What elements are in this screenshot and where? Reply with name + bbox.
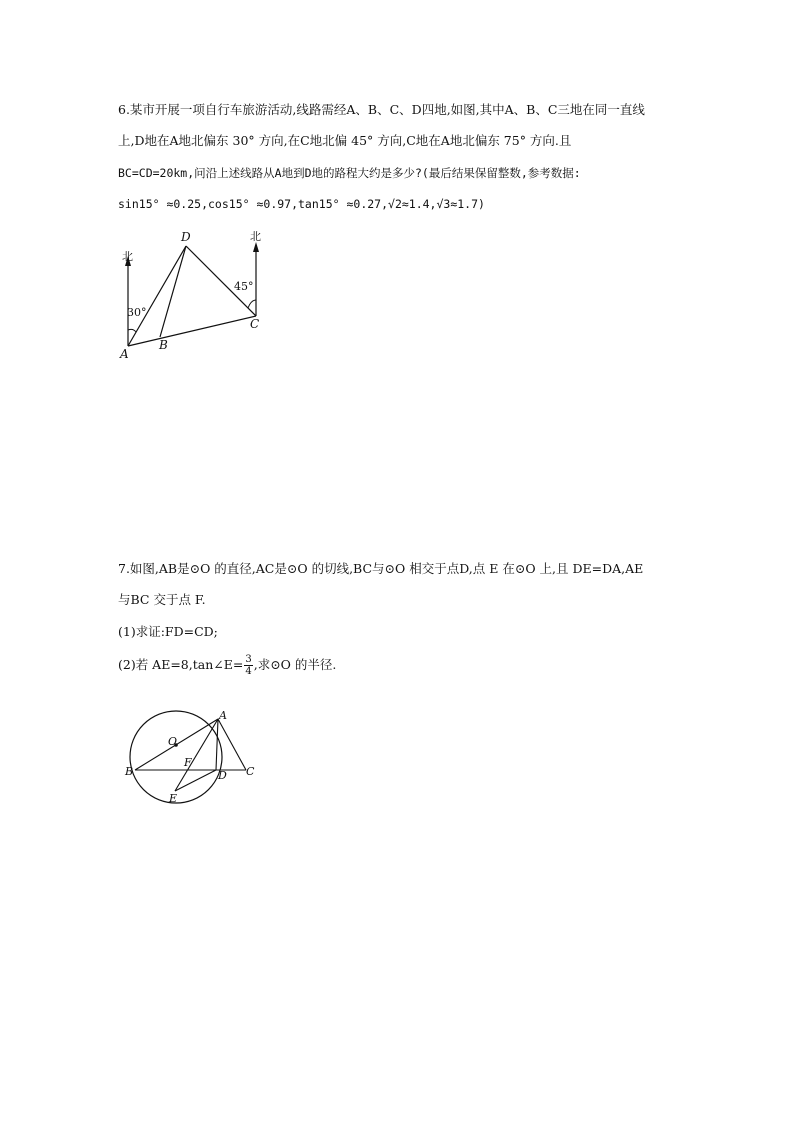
label-a: A xyxy=(219,709,227,722)
north-arrow-c-head xyxy=(253,242,259,252)
fraction-denominator: 4 xyxy=(245,666,252,677)
label-e: E xyxy=(169,792,178,805)
q7-figure xyxy=(118,705,268,815)
label-b: B xyxy=(125,765,134,778)
label-o: O xyxy=(168,735,178,748)
label-d: D xyxy=(218,769,227,782)
q7-line-2: 与BC 交于点 F. xyxy=(118,592,206,607)
angle-mark-a xyxy=(128,329,136,332)
segment-ad xyxy=(216,719,218,770)
q6-line-4: sin15° ≈0.25,cos15° ≈0.97,tan15° ≈0.27,√2≈1.4,√3≈1.7) xyxy=(118,197,485,211)
label-b: B xyxy=(159,338,168,352)
q6-figure xyxy=(110,224,280,364)
q7-line-4 xyxy=(118,654,336,677)
q7-line-1: 7.如图,AB是⊙O 的直径,AC是⊙O 的切线,BC与⊙O 相交于点D,点 E 在⊙O 上,且 DE=DA,AE xyxy=(118,561,644,576)
q7-line-3: (1)求证:FD=CD; xyxy=(118,624,218,639)
segment-bd xyxy=(160,246,186,337)
angle-mark-c xyxy=(248,300,256,308)
fraction-numerator: 3 xyxy=(245,654,252,665)
q6-line-1: 6.某市开展一项自行车旅游活动,线路需经A、B、C、D四地,如图,其中A、B、C三地在同一直线 xyxy=(118,102,645,117)
label-c: C xyxy=(246,765,255,778)
segment-ad xyxy=(128,246,186,346)
q7-line-4-prefix: (2)若 AE=8,tan∠E= xyxy=(118,657,244,672)
q7-line-4-suffix: ,求⊙O 的半径. xyxy=(253,657,337,672)
label-d: D xyxy=(181,230,191,244)
angle-label-a: 30° xyxy=(127,306,147,319)
q6-line-2: 上,D地在A地北偏东 30° 方向,在C地北偏 45° 方向,C地在A地北偏东 75° 方向.且 xyxy=(118,133,572,148)
angle-label-c: 45° xyxy=(234,280,254,293)
q6-line-3: BC=CD=20km,问沿上述线路从A地到D地的路程大约是多少?(最后结果保留整数,参考数据: xyxy=(118,166,581,180)
segment-ac xyxy=(128,316,256,346)
label-a: A xyxy=(120,347,129,361)
north-label-a: 北 xyxy=(122,250,133,263)
north-label-c: 北 xyxy=(250,230,261,243)
label-c: C xyxy=(250,317,260,331)
label-f: F xyxy=(184,756,192,769)
fraction-three-quarters xyxy=(244,654,252,677)
